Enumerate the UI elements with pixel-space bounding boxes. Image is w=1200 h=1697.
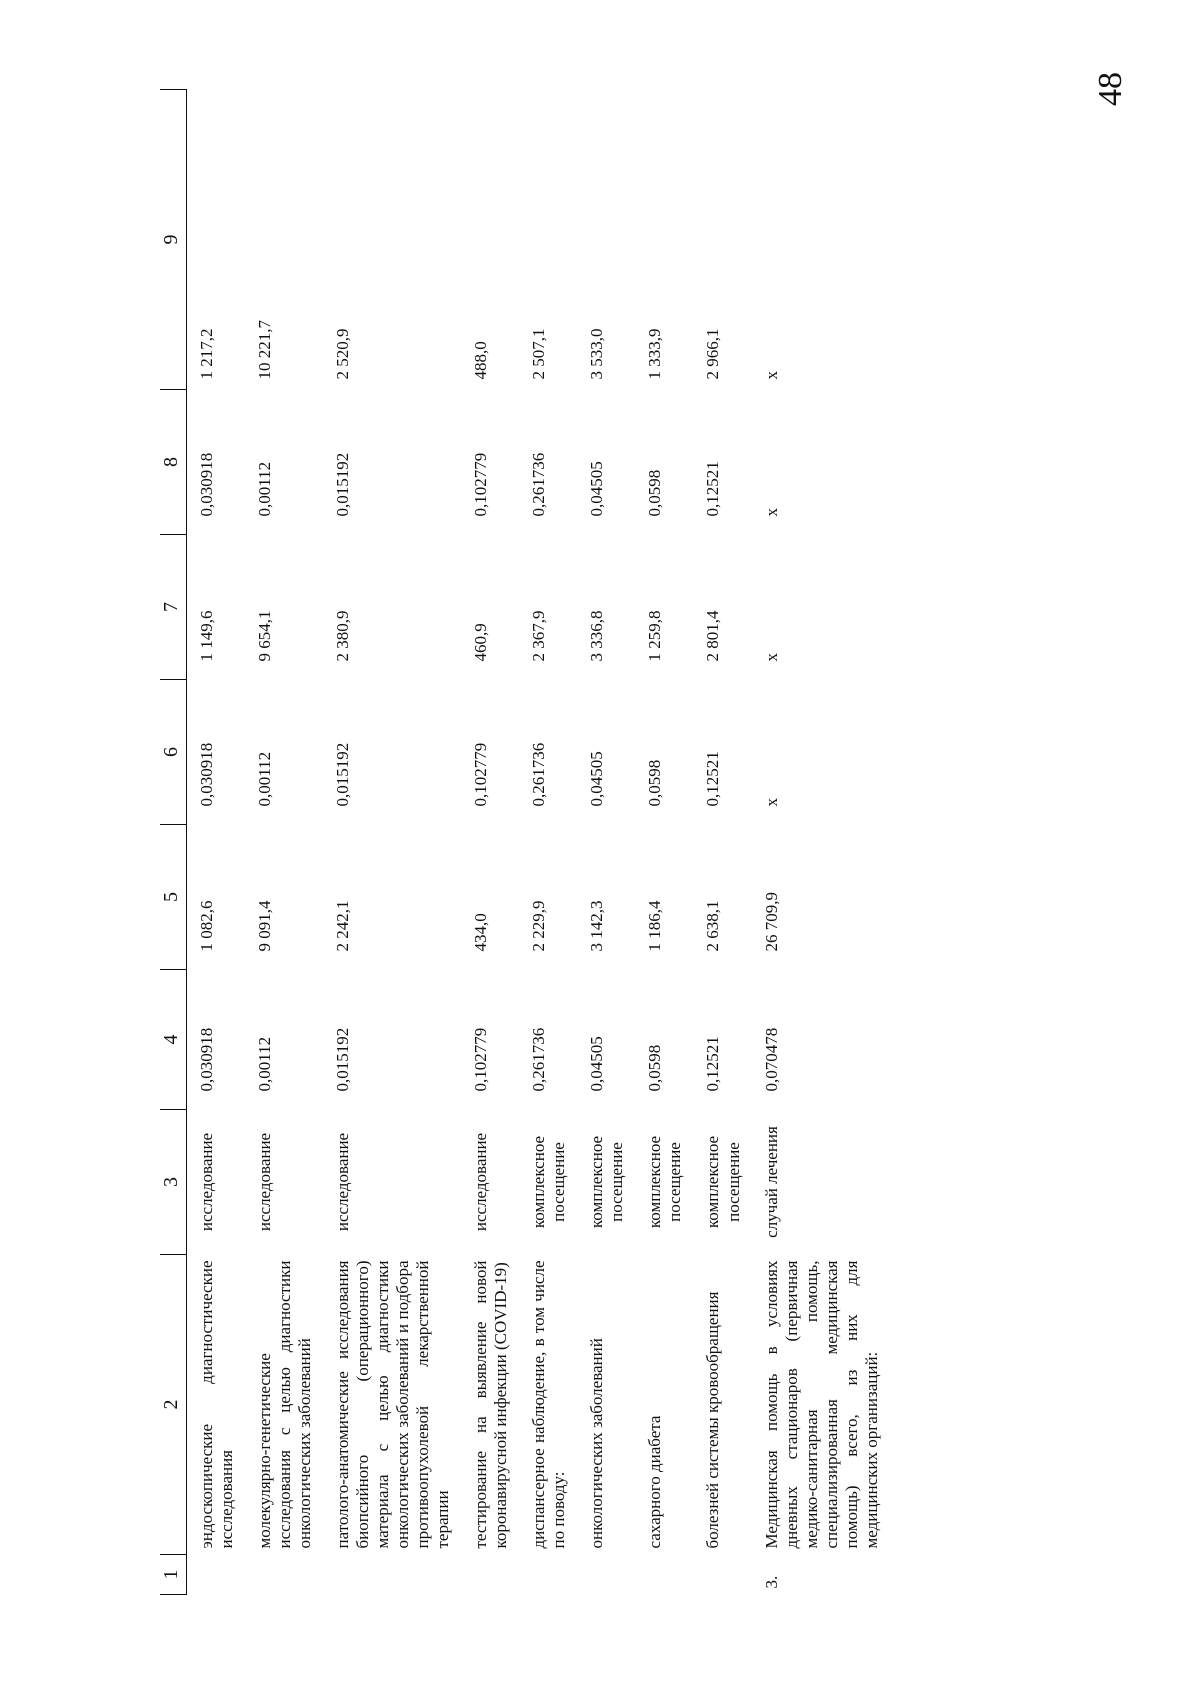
cell-unit: комплексное посещение	[587, 1135, 627, 1229]
cell-c9: 3 533,0	[587, 328, 607, 380]
cell-c6: 0,030918	[196, 742, 216, 807]
cell-c9: 2 520,9	[332, 328, 352, 380]
cell-name: тестирование на выявление новой коронавирусной инфекции (COVID-19)	[471, 1260, 511, 1549]
column-header-5: 5	[160, 825, 186, 970]
cell-c7: 3 336,8	[587, 610, 607, 662]
cell-c7: 9 654,1	[254, 610, 274, 662]
cell-c7: 2 380,9	[332, 610, 352, 662]
table-row	[519, 90, 577, 1595]
cell-c5: 26 709,9	[761, 892, 781, 952]
column-header-1: 1	[160, 1555, 186, 1595]
cell-name: онкологических заболеваний	[587, 1338, 607, 1549]
cell-name: патолого-анатомические исследования биопсийного (операционного) материала с целью диагностики онкологических заболеваний и подбора противоопухолевой лекарственной терапии	[332, 1260, 453, 1549]
column-header-6: 6	[160, 680, 186, 825]
cell-unit: комплексное посещение	[703, 1135, 743, 1229]
cell-num	[635, 1555, 693, 1595]
cell-num	[461, 1555, 519, 1595]
cell-c4: 0,030918	[196, 1027, 216, 1092]
cell-num	[577, 1555, 635, 1595]
page-number: 48	[1092, 72, 1129, 106]
cell-c6: 0,102779	[471, 742, 491, 807]
cell-c7: 1 259,8	[645, 610, 665, 662]
cell-c5: 3 142,3	[587, 900, 607, 952]
cell-c9: 488,0	[471, 341, 491, 380]
column-header-8: 8	[160, 390, 186, 535]
cell-c8: 0,0598	[645, 469, 665, 517]
cell-c4: 0,015192	[332, 1027, 352, 1092]
cell-num	[186, 1555, 245, 1595]
table-container	[160, 90, 1090, 1595]
cell-c6: 0,00112	[254, 751, 274, 807]
cell-c7: 1 149,6	[196, 610, 216, 662]
cell-c5: 2 638,1	[703, 900, 723, 952]
cell-c7: 460,9	[471, 623, 491, 662]
cell-name: эндоскопические диагностические исследования	[196, 1260, 236, 1549]
cell-c4: 0,0598	[645, 1044, 665, 1092]
data-table	[160, 89, 890, 1595]
table-row	[245, 90, 323, 1595]
cell-c6: 0,12521	[703, 751, 723, 807]
cell-c6: 0,015192	[332, 742, 352, 807]
cell-num	[245, 1555, 323, 1595]
table-row	[577, 90, 635, 1595]
table-row	[693, 90, 751, 1595]
cell-c8: 0,00112	[254, 461, 274, 517]
cell-c6: х	[761, 798, 781, 807]
table-row	[635, 90, 693, 1595]
cell-c5: 2 229,9	[529, 900, 549, 952]
table-row	[461, 90, 519, 1595]
cell-num	[519, 1555, 577, 1595]
cell-c8: х	[761, 508, 781, 517]
cell-c5: 2 242,1	[332, 900, 352, 952]
cell-c6: 0,261736	[529, 742, 549, 807]
cell-c4: 0,261736	[529, 1027, 549, 1092]
cell-c4: 0,12521	[703, 1036, 723, 1092]
table-row	[186, 90, 245, 1595]
cell-name: Медицинская помощь в условиях дневных стационаров (первичная медико-санитарная помощь, специализированная медицинская помощь) всего, из них для медицинских организаций:	[761, 1260, 881, 1549]
cell-c9: 1 217,2	[196, 328, 216, 380]
cell-c4: 0,04505	[587, 1036, 607, 1092]
cell-c8: 0,102779	[471, 452, 491, 517]
cell-c4: 0,070478	[761, 1027, 781, 1092]
cell-c5: 1 082,6	[196, 900, 216, 952]
cell-c6: 0,0598	[645, 759, 665, 807]
cell-c9: х	[761, 371, 781, 380]
cell-name: сахарного диабета	[645, 1415, 665, 1549]
cell-unit: комплексное посещение	[645, 1135, 685, 1229]
cell-unit: исследование	[471, 1132, 491, 1232]
cell-c8: 0,030918	[196, 452, 216, 517]
cell-unit: исследование	[332, 1132, 352, 1232]
cell-c6: 0,04505	[587, 751, 607, 807]
table-body	[186, 90, 890, 1595]
cell-c8: 0,015192	[332, 452, 352, 517]
cell-num: 3.	[761, 1575, 781, 1589]
cell-c5: 1 186,4	[645, 900, 665, 952]
cell-c8: 0,12521	[703, 461, 723, 517]
cell-c8: 0,04505	[587, 461, 607, 517]
cell-name: молекулярно-генетические исследования с целью диагностики онкологических заболеваний	[254, 1260, 314, 1549]
cell-c9: 2 966,1	[703, 328, 723, 380]
cell-name: диспансерное наблюдение, в том числе по поводу:	[529, 1260, 569, 1549]
column-header-3: 3	[160, 1110, 186, 1255]
table-row	[752, 90, 890, 1595]
cell-num	[323, 1555, 461, 1595]
cell-c4: 0,102779	[471, 1027, 491, 1092]
cell-c8: 0,261736	[529, 452, 549, 517]
cell-c9: 2 507,1	[529, 328, 549, 380]
cell-num	[693, 1555, 751, 1595]
column-header-4: 4	[160, 970, 186, 1110]
cell-unit: исследование	[196, 1132, 216, 1232]
cell-name: болезней системы кровообращения	[703, 1291, 723, 1549]
cell-c7: 2 801,4	[703, 610, 723, 662]
cell-c5: 434,0	[471, 913, 491, 952]
cell-c7: х	[761, 653, 781, 662]
column-header-7: 7	[160, 535, 186, 680]
cell-c9: 10 221,7	[254, 320, 274, 380]
cell-c5: 9 091,4	[254, 900, 274, 952]
cell-c7: 2 367,9	[529, 610, 549, 662]
table-row	[323, 90, 461, 1595]
column-header-2: 2	[160, 1255, 186, 1555]
cell-unit: случай лечения	[761, 1126, 781, 1238]
header-row	[160, 90, 186, 1595]
cell-c9: 1 333,9	[645, 328, 665, 380]
cell-unit: комплексное посещение	[529, 1135, 569, 1229]
column-header-9: 9	[160, 90, 186, 390]
cell-unit: исследование	[254, 1132, 274, 1232]
cell-c4: 0,00112	[254, 1036, 274, 1092]
